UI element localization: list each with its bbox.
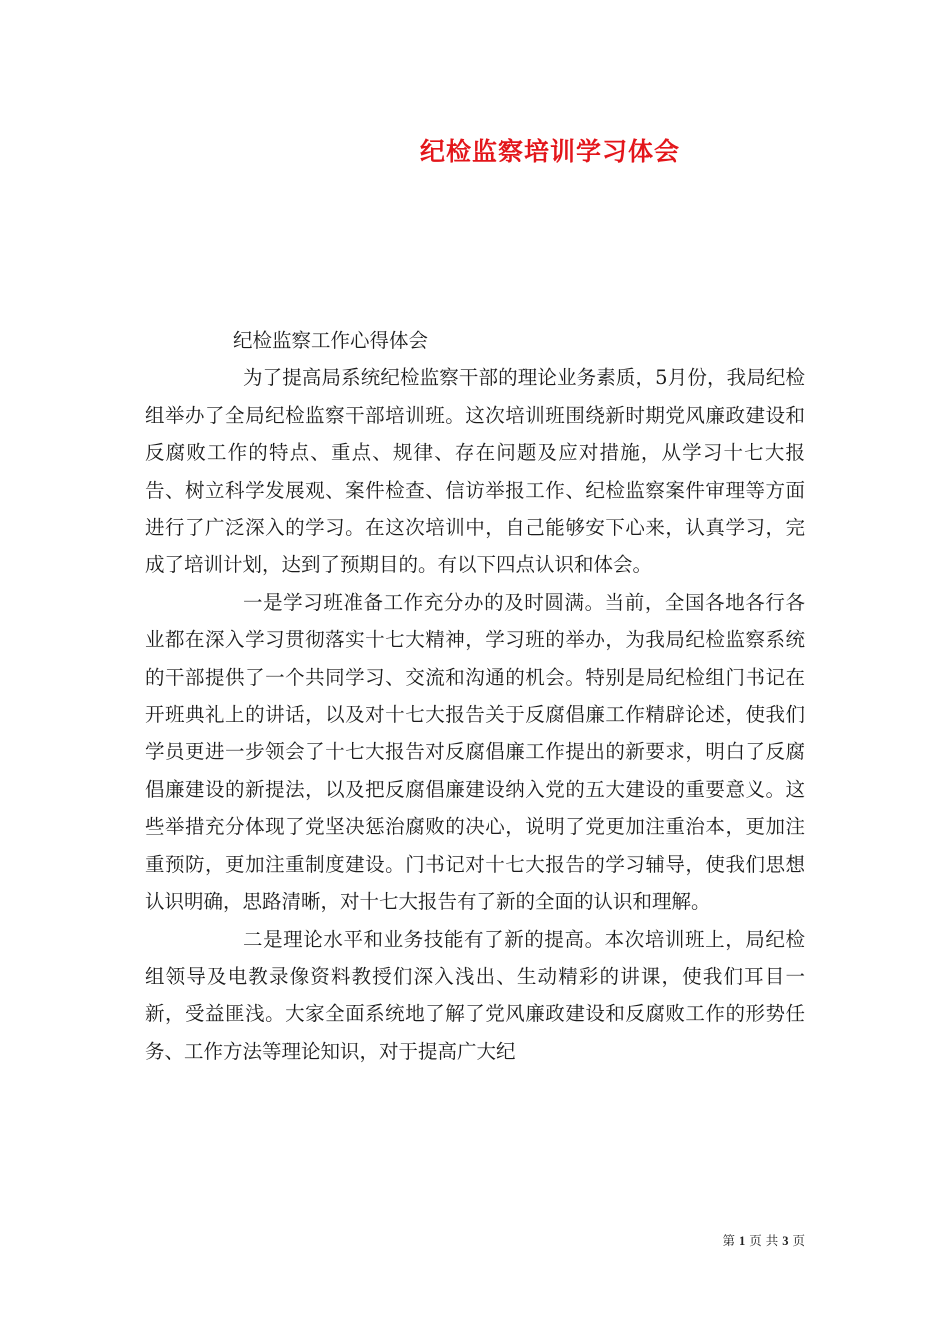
- footer-current-page: 1: [739, 1234, 746, 1248]
- document-title: 纪检监察培训学习体会: [419, 137, 680, 166]
- paragraph-point-one: 一是学习班准备工作充分办的及时圆满。当前，全国各地各行各业都在深入学习贯彻落实十七大精神，学习班的举办，为我局纪检监察系统的干部提供了一个共同学习、交流和沟通的机会。特别是局纪检组门书记在开班典礼上的讲话，以及对十七大报告关于反腐倡廉工作精辟论述，使我们学员更进一步领会了十七大报告对反腐倡廉工作提出的新要求，明白了反腐倡廉建设的新提法，以及把反腐倡廉建设纳入党的五大建设的重要意义。这些举措充分体现了党坚决惩治腐败的决心，说明了党更加注重治本，更加注重预防，更加注重制度建设。门书记对十七大报告的学习辅导，使我们思想认识明确，思路清晰，对十七大报告有了新的全面的认识和理解。: [145, 590, 805, 914]
- footer-middle: 页 共: [749, 1233, 779, 1248]
- paragraph-point-two: 二是理论水平和业务技能有了新的提高。本次培训班上，局纪检组领导及电教录像资料教授们深入浅出、生动精彩的讲课，使我们耳目一新，受益匪浅。大家全面系统地了解了党风廉政建设和反腐败工作的形势任务、工作方法等理论知识，对于提高广大纪: [145, 927, 805, 1063]
- footer-suffix: 页: [792, 1233, 805, 1248]
- footer-total-pages: 3: [782, 1234, 789, 1248]
- footer-prefix: 第: [722, 1233, 736, 1248]
- page-number-footer: [0, 1231, 805, 1249]
- document-subtitle: 纪检监察工作心得体会: [233, 329, 429, 352]
- paragraph-intro: 为了提高局系统纪检监察干部的理论业务素质，5月份，我局纪检组举办了全局纪检监察干部培训班。这次培训班围绕新时期党风廉政建设和反腐败工作的特点、重点、规律、存在问题及应对措施，从学习十七大报告、树立科学发展观、案件检查、信访举报工作、纪检监察案件审理等方面进行了广泛深入的学习。在这次培训中，自己能够安下心来，认真学习，完成了培训计划，达到了预期目的。有以下四点认识和体会。: [145, 366, 805, 577]
- document-body: [145, 322, 805, 1070]
